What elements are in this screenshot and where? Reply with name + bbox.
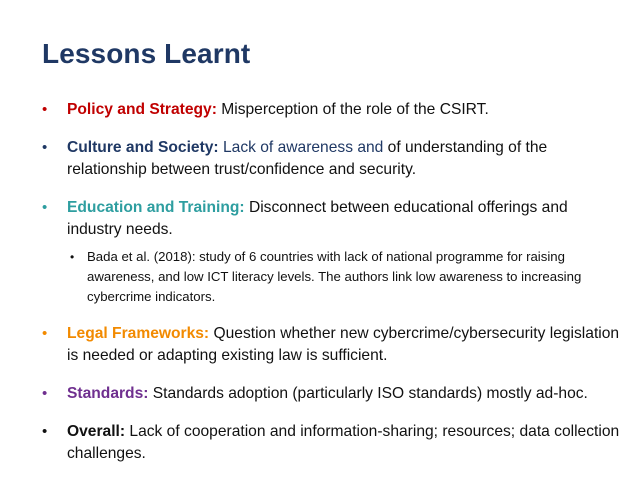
sub-bullet-text: Bada et al. (2018): study of 6 countries with lack of national programme for raising awareness, and low ICT literacy levels. The authors link low awareness to increasing cybercrime indicators. <box>87 249 582 304</box>
bullet-text: Lack of cooperation and information-sharing; resources; data collection challenges. <box>67 423 620 462</box>
bullet-list <box>42 99 622 481</box>
bullet-dot: • <box>42 101 48 118</box>
bullet-text: Misperception of the role of the CSIRT. <box>216 101 489 118</box>
bullet-highlight: Lack of awareness and <box>218 139 384 156</box>
bullet-legal-frameworks <box>42 323 622 367</box>
sub-bullet-dot: • <box>70 250 75 264</box>
bullet-text: Question whether new cybercrime/cybersecurity legislation is needed or adapting existing law is sufficient. <box>67 325 620 364</box>
bullet-culture-society <box>42 137 622 181</box>
bullet-text: Disconnect between educational offerings and industry needs. <box>67 199 568 238</box>
bullet-text: of understanding of the relationship between trust/confidence and security. <box>67 139 548 178</box>
bullet-label: Standards: <box>67 385 149 402</box>
bullet-label: Overall: <box>67 423 126 440</box>
bullet-dot: • <box>42 325 48 342</box>
bullet-dot: • <box>42 423 48 440</box>
bullet-education-training <box>42 197 622 307</box>
bullet-text: Standards adoption (particularly ISO standards) mostly ad-hoc. <box>148 385 588 402</box>
bullet-standards <box>42 383 622 405</box>
bullet-dot: • <box>42 199 48 216</box>
slide-title: Lessons Learnt <box>42 38 251 69</box>
bullet-label: Culture and Society: <box>67 139 219 156</box>
sub-bullet-bada <box>67 247 622 307</box>
bullet-overall <box>42 421 622 465</box>
bullet-label: Education and Training: <box>67 199 245 216</box>
bullet-policy-strategy <box>42 99 622 121</box>
bullet-label: Policy and Strategy: <box>67 101 217 118</box>
bullet-dot: • <box>42 385 48 402</box>
sub-bullet-list <box>67 247 622 307</box>
bullet-label: Legal Frameworks: <box>67 325 210 342</box>
bullet-dot: • <box>42 139 48 156</box>
